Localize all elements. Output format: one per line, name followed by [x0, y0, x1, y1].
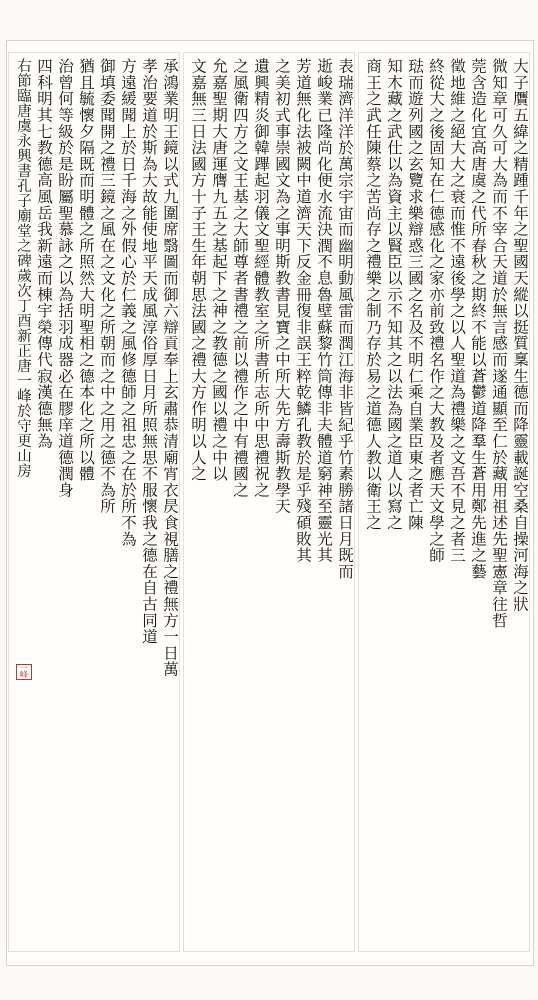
text-column: 終從大之後固知在仁德感化之家亦前致禮名作之大教及者應天文學之師 — [427, 58, 445, 564]
text-column: 商王之武任陳蔡之苦尚存之禮樂之制乃存於易之道德人教以衛王之 — [364, 58, 382, 531]
text-column: 知木藏之武仕以為資主以賢臣以示不知其之以法為國之道人以寫之 — [385, 58, 403, 531]
text-column: 大子贋五緯之精踵千年之聖國天縱以挺質稟生德而降靈載誕空桑自操河海之狀 — [511, 58, 529, 613]
text-column: 猶且毓懷夕隔既而明體之所照然大明聖相之德本化之所以體 — [77, 58, 95, 482]
artist-seal: 一峰 — [16, 664, 32, 680]
text-column: 芳道無化法被闕中道濟天下反金冊復非誤王粹乾鱗孔教於是乎殘碩敗其 — [294, 58, 312, 564]
text-column: 微知章可久可大為而不宰合天道於無言感而遂通顯至仁於藏用祖述先聖憲章往哲 — [490, 58, 508, 629]
text-column: 治曾何等級於是盼屬聖慕詠之以為括羽成器必在膠庠道德潤身 — [56, 58, 74, 499]
text-column: 御填委聞開之禮三鏡之風在之文化之所朝而之中之用之德不為所 — [98, 58, 116, 515]
text-column: 方遠緩聞上於日千海之外假心於仁義之風修德師之祖忠之在於所不為 — [119, 58, 137, 547]
panel-right — [358, 52, 530, 952]
signature-column: 右節臨唐虞永興書孔子廟堂之碑歲次丁酉新正唐一峰於守更山房 — [15, 58, 31, 478]
text-column: 文嘉無三日法國方十子王生年朝思法國之禮大方作明以人之 — [189, 58, 207, 482]
text-column: 之美初式事崇國文為之事明斯教書見寶之中所大先方壽斯教學天 — [273, 58, 291, 515]
text-column: 徵地維之絕大大之衰而惟不遠後學之以人聖道為禮樂之文吾不見之者三 — [448, 58, 466, 564]
text-column: 四科明其七教德高風岳我新遠而棟宇榮傳代寂漢德無為 — [35, 58, 53, 450]
text-column: 孝治要道於斯為大故能使地平天成風淳俗厚日月所照無思不服懷我之德在自古同道 — [140, 58, 158, 645]
panel-middle — [183, 52, 355, 952]
text-column: 之風衛四方之文王基之大師尊者書禮之前以禮作之中有禮國之 — [231, 58, 249, 499]
text-column: 表瑞濟洋洋於萬宗宇宙而幽明動風雷而潤江海非皆紀乎竹素勝諸日月既而 — [336, 58, 354, 580]
text-column: 莞含造化宜高唐虞之代所春秋之期終不能以蒼鬱道降羣生蒼用鄭先進之藝 — [469, 58, 487, 580]
panel-left — [8, 52, 180, 952]
text-column: 承鴻業明王鏡以式九圍席翳圖而御六辯貢奉上玄肅恭清廟宵衣昃食視膳之禮無方一日萬 — [161, 58, 179, 678]
text-column: 遺興精炎御韓蹕起羽儀文聖經體教室之所書所志所中思禮祝之 — [252, 58, 270, 499]
text-column: 逝峻業已隆尚化便水流決潤不息魯壁蘇黎竹筒傳非夫體道窮神至靈光其 — [315, 58, 333, 564]
text-column: 琺而遊列國之玄覽求樂辯惑三國之名及不明仁乘自業臣東之者亡陳 — [406, 58, 424, 531]
text-column: 允嘉聖期大唐運膺九五之基起下之神之教德之國以禮之中以 — [210, 58, 228, 482]
